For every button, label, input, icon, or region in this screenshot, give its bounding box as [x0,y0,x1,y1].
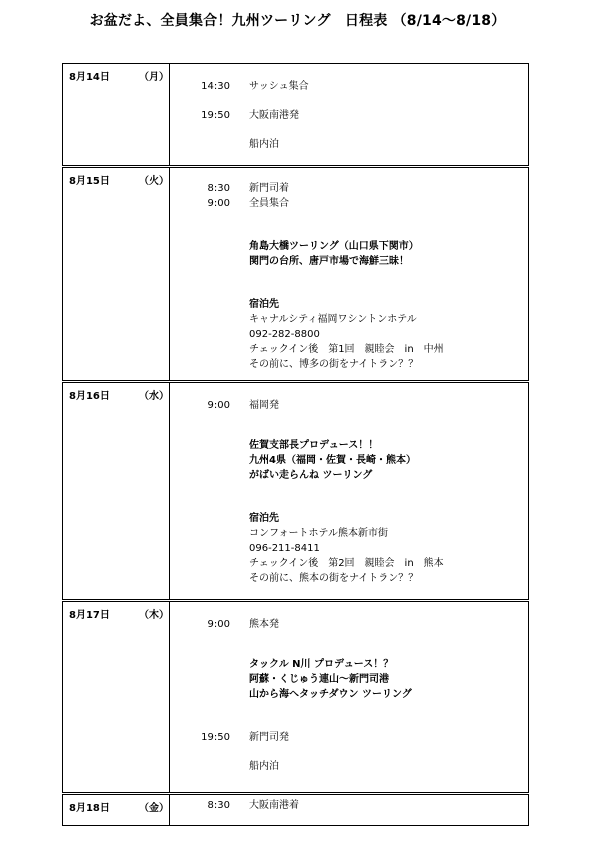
time-text: 9:00 [207,619,230,630]
activity-text: 大阪南港着 [249,800,299,811]
weekday-text: （火） [139,176,169,187]
activity-text: その前に、博多の街をナイトラン？？ [249,359,419,370]
date-label [69,68,169,83]
day-row-8-16 [63,382,529,601]
date-label [69,172,169,187]
time-text: 9:00 [207,400,230,411]
activity-text: コンフォートホテル熊本新市街 [249,528,388,539]
activity-text: 熊本発 [249,619,279,630]
activity-text: 宿泊先 [249,513,279,524]
schedule-cell [170,64,529,167]
activity-text: チェックイン後 第1回 親睦会 in 中州 [249,344,444,355]
activity-text: 阿蘇・くじゅう連山〜新門司港 [249,674,389,685]
day-row-8-14 [63,64,529,167]
activity-text: 宿泊先 [249,299,279,310]
schedule-table [62,63,529,826]
activity-text: 九州4県（福岡・佐賀・長崎・熊本） [249,455,416,466]
activity-text: 山から海へタッチダウン ツーリング [249,689,412,700]
date-label [69,606,169,621]
date-text: 8月17日 [69,610,110,621]
activity-text: 096-211-8411 [249,543,320,554]
date-cell [63,382,170,601]
activity-text: キャナルシティ福岡ワシントンホテル [249,314,417,325]
day-row-8-18 [63,794,529,826]
date-text: 8月14日 [69,72,110,83]
day-row-8-17 [63,601,529,794]
time-text: 19:50 [201,732,230,743]
weekday-text: （水） [139,391,169,402]
activity-text: 船内泊 [249,139,279,150]
activity-text: 船内泊 [249,761,279,772]
date-text: 8月16日 [69,391,110,402]
weekday-text: （木） [139,610,169,621]
activity-text: 全員集合 [249,198,289,209]
schedule-cell [170,794,529,826]
activity-text: 関門の台所、唐戸市場で海鮮三昧！ [249,256,409,267]
activity-text: 092-282-8800 [249,329,320,340]
activity-text: 大阪南港発 [249,110,299,121]
schedule-cell [170,167,529,382]
schedule-cell [170,601,529,794]
page-title: お盆だよ、全員集合！九州ツーリング 日程表 （8/14〜8/18） [89,13,506,29]
activity-text: チェックイン後 第2回 親睦会 in 熊本 [249,558,444,569]
time-text: 8:30 [207,183,230,194]
activity-text: 新門司着 [249,183,289,194]
date-label [69,799,169,814]
time-text: 8:30 [207,800,230,811]
date-cell [63,601,170,794]
activity-text: その前に、熊本の街をナイトラン？？ [249,573,419,584]
day-row-8-15 [63,167,529,382]
date-label [69,387,169,402]
activity-text: がばい走らんね ツーリング [249,470,373,481]
time-text: 9:00 [207,198,230,209]
activity-text: サッシュ集合 [249,81,309,92]
activity-text: 福岡発 [249,400,279,411]
weekday-text: （金） [139,803,169,814]
activity-text: 角島大橋ツーリング（山口県下関市） [249,241,419,252]
time-text: 14:30 [201,81,230,92]
date-cell [63,64,170,167]
schedule-cell [170,382,529,601]
activity-text: タックル N川 プロデュース！？ [249,659,394,670]
date-cell [63,794,170,826]
date-text: 8月15日 [69,176,110,187]
date-cell [63,167,170,382]
activity-text: 新門司発 [249,732,289,743]
weekday-text: （月） [139,72,169,83]
activity-text: 佐賀支部長プロデュース！！ [249,440,379,451]
time-text: 19:50 [201,110,230,121]
date-text: 8月18日 [69,803,110,814]
